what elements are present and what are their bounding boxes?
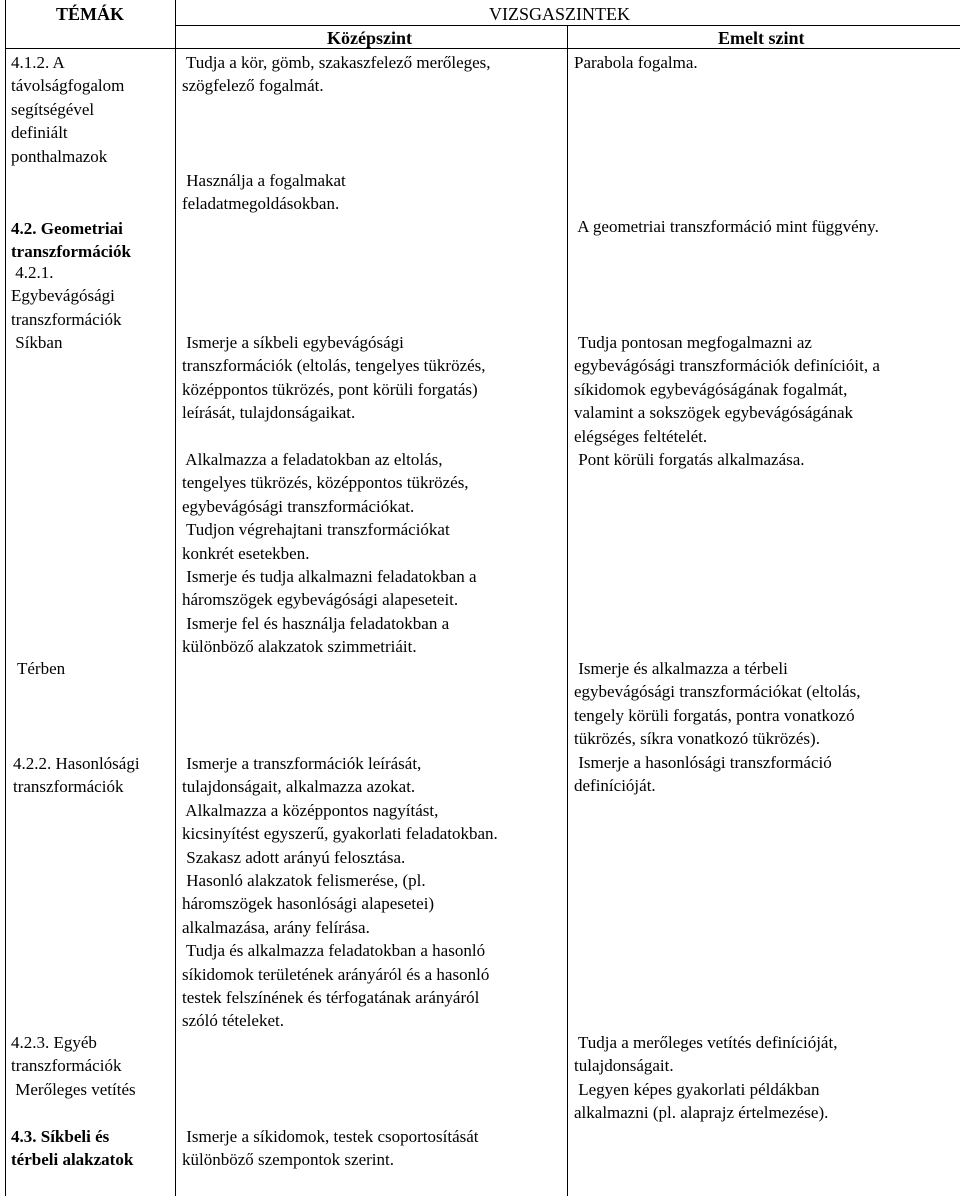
emelt-geometriai-fuggveny: A geometriai transzformáció mint függvény. (574, 217, 879, 236)
table-border-left (5, 0, 6, 1196)
topic-egyeb-transzformaciok: 4.2.3. Egyéb transzformációk Merőleges vetítés (11, 1033, 136, 1099)
topic-tavolsagfogalom: 4.1.2. A távolságfogalom segítségével definiált ponthalmazok (11, 53, 125, 166)
header-emelt-szint: Emelt szint (718, 28, 805, 48)
emelt-parabola: Parabola fogalma. (574, 53, 698, 72)
kozep-hasznalja-fogalmakat: Használja a fogalmakat feladatmegoldásokban. (182, 171, 346, 214)
emelt-egybevagosagi-definiciok: Tudja pontosan megfogalmazni az egybevágósági transzformációk definícióit, a síkidomok egybevágóságának fogalmát, valamint a sokszögek egybevágóságának elégséges feltételét. Pont körüli forgatás alkalmazása. (574, 333, 880, 470)
header-vizsgaszintek: VIZSGASZINTEK (489, 4, 630, 24)
topic-hasonlosagi: 4.2.2. Hasonlósági transzformációk (13, 754, 140, 797)
column-divider-2 (567, 25, 568, 1196)
emelt-terbeli-transzformaciok: Ismerje és alkalmazza a térbeli egybevágósági transzformációkat (eltolás, tengely körüli forgatás, pontra vonatkozó tükrözés, síkra vonatkozó tükrözés). Ismerje a hasonlósági transzformáció definícióját. (574, 659, 861, 796)
column-divider-1 (175, 0, 176, 1196)
topic-sikbeli-terbeli: 4.3. Síkbeli és térbeli alakzatok (11, 1127, 134, 1170)
emelt-meroleges-vetites: Tudja a merőleges vetítés definícióját, tulajdonságait. Legyen képes gyakorlati példákban alkalmazni (pl. alaprajz értelmezése). (574, 1033, 838, 1123)
kozep-sikidomok-testek: Ismerje a síkidomok, testek csoportosítását különböző szempontok szerint. (182, 1127, 479, 1170)
kozep-alkalmazza-feladatokban: Alkalmazza a feladatokban az eltolás, tengelyes tükrözés, középpontos tükrözés, egybevágósági transzformációkat. Tudjon végrehajtani transzformációkat konkrét esetekben. Ismerje és tudja alkalmazni feladatokban a háromszögek egybevágósági alapeseteit. Ismerje fel és használja feladatokban a különböző alakzatok szimmetriáit. (182, 450, 477, 657)
header-kozepszint: Középszint (327, 28, 412, 48)
header-divider-1 (175, 25, 960, 26)
kozep-sikbeli-egybevagosagi: Ismerje a síkbeli egybevágósági transzformációk (eltolás, tengelyes tükrözés, középpontos tükrözés, pont körüli forgatás) leírását, tulajdonságaikat. (182, 333, 486, 423)
topic-egybevagosagi: 4.2.1. Egybevágósági transzformációk Síkban (11, 263, 122, 353)
header-divider-2 (5, 48, 960, 49)
topic-terben: Térben (17, 659, 66, 678)
header-temak: TÉMÁK (56, 4, 125, 24)
kozep-kor-gomb: Tudja a kör, gömb, szakaszfelező merőleges, szögfelező fogalmát. (182, 53, 491, 96)
topic-geometriai-transzformaciok: 4.2. Geometriai transzformációk (11, 219, 131, 262)
kozep-hasonlosagi: Ismerje a transzformációk leírását, tulajdonságait, alkalmazza azokat. Alkalmazza a középpontos nagyítást, kicsinyítést egyszerű, gyakorlati feladatokban. Szakasz adott arányú felosztása. Hasonló alakzatok felismerése, (pl. háromszögek hasonlósági alapesetei) alkalmazása, arány felírása. Tudja és alkalmazza feladatokban a hasonló síkidomok területének arányáról és a hasonló testek felszínének és térfogatának arányáról szóló tételeket. (182, 754, 498, 1031)
